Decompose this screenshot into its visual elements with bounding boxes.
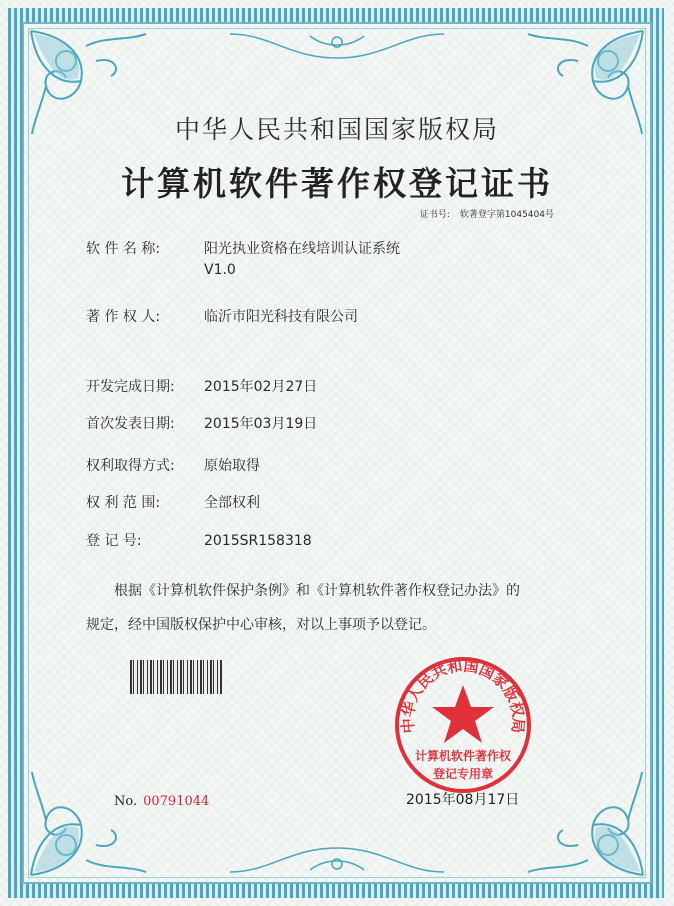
dev-date-value: 2015年02月27日 bbox=[204, 379, 318, 395]
scope-value: 全部权利 bbox=[204, 495, 260, 511]
field-pub-date bbox=[86, 413, 317, 433]
issuing-authority: 中华人民共和国国家版权局 bbox=[174, 115, 499, 144]
pub-date-label: 首次发表日期: bbox=[86, 416, 175, 432]
software-name-label: 软 件 名 称: bbox=[86, 241, 161, 257]
top-center-ornament bbox=[230, 28, 444, 66]
certificate-title: 计算机软件著作权登记证书 bbox=[121, 164, 553, 203]
owner-value: 临沂市阳光科技有限公司 bbox=[204, 309, 358, 325]
serial-number bbox=[114, 794, 209, 809]
bottom-center-ornament bbox=[230, 840, 444, 878]
corner-ornament-bottom-right bbox=[518, 770, 648, 880]
certification-statement bbox=[86, 574, 606, 642]
field-acquisition bbox=[86, 455, 260, 475]
issue-date: 2015年08月17日 bbox=[406, 792, 520, 808]
certificate-number-label: 证书号: bbox=[419, 210, 450, 220]
field-software-name bbox=[86, 238, 400, 278]
inner-border-thin bbox=[28, 28, 646, 878]
statement-line-1: 根据《计算机软件保护条例》和《计算机软件著作权登记办法》的 bbox=[114, 583, 520, 599]
software-version: V1.0 bbox=[204, 262, 236, 278]
dev-date-label: 开发完成日期: bbox=[86, 379, 175, 395]
certificate-number-value: 软著登字第1045404号 bbox=[459, 210, 554, 220]
certificate-number bbox=[420, 207, 554, 220]
barcode-image bbox=[130, 660, 222, 694]
statement-line-2: 规定，经中国版权保护中心审核，对以上事项予以登记。 bbox=[86, 617, 436, 633]
seal-line-1: 计算机软件著作权 bbox=[414, 749, 511, 763]
acquisition-value: 原始取得 bbox=[204, 458, 260, 474]
field-dev-date bbox=[86, 376, 317, 396]
registration-number-value: 2015SR158318 bbox=[204, 533, 312, 549]
official-seal bbox=[393, 655, 533, 795]
field-owner bbox=[86, 306, 358, 326]
field-registration-number bbox=[86, 530, 312, 550]
pub-date-value: 2015年03月19日 bbox=[204, 416, 318, 432]
seal-line-2: 登记专用章 bbox=[432, 767, 493, 781]
acquisition-label: 权利取得方式: bbox=[86, 458, 175, 474]
serial-number-label: No. bbox=[114, 794, 138, 809]
seal-ring-text: 中华人民共和国国家版权局 bbox=[398, 656, 528, 734]
owner-label: 著 作 权 人: bbox=[86, 309, 161, 325]
registration-number-label: 登 记 号: bbox=[86, 533, 142, 549]
field-scope bbox=[86, 492, 260, 512]
corner-ornament-bottom-left bbox=[26, 770, 156, 880]
serial-number-value: 00791044 bbox=[143, 794, 210, 809]
software-name-value: 阳光执业资格在线培训认证系统 bbox=[204, 241, 400, 257]
scope-label: 权 利 范 围: bbox=[86, 495, 161, 511]
